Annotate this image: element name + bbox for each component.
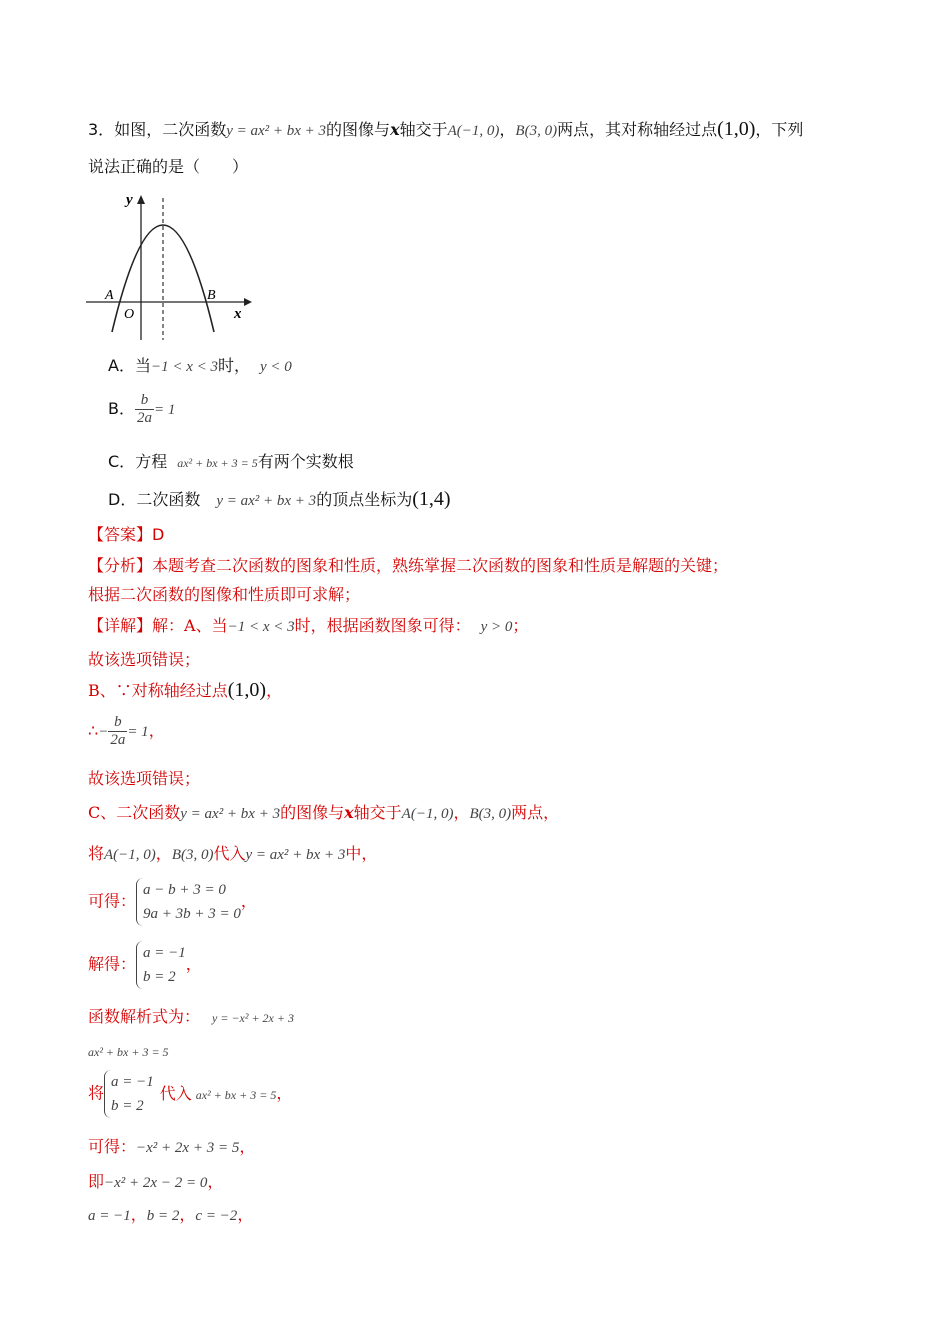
origin-label: O xyxy=(124,307,135,322)
formula: y = −x² + 2x + 3 xyxy=(212,1011,294,1025)
system-equation: a = −1 xyxy=(143,945,186,961)
answer-label: 【答案】 xyxy=(88,525,153,544)
coefficient-c: c = −2 xyxy=(195,1208,238,1224)
point-b: B(3, 0) xyxy=(171,847,214,863)
detail-text: 中， xyxy=(345,844,378,863)
fraction xyxy=(135,392,154,427)
system-equation: a = −1 xyxy=(111,1074,154,1090)
separator: ， xyxy=(155,844,172,863)
simplified-line xyxy=(88,1171,223,1194)
option-label: B． xyxy=(108,399,135,418)
question-line-2: 说法正确的是（ ） xyxy=(88,157,249,176)
system-brace xyxy=(136,941,186,989)
separator: ， xyxy=(499,120,516,139)
therefore-symbol: ∴ xyxy=(88,721,99,740)
coefficient-a: a = −1 xyxy=(88,1208,131,1224)
x-axis-arrow xyxy=(244,298,252,306)
system-equation: b = 2 xyxy=(143,969,176,985)
detail-text: 即 xyxy=(88,1172,105,1191)
option-c xyxy=(108,451,354,474)
formula: y = ax² + bx + 3 xyxy=(180,806,281,822)
point-b: B(3, 0) xyxy=(469,806,512,822)
analysis-label: 【分析】 xyxy=(88,556,153,575)
point-a: A(−1, 0) xyxy=(401,806,454,822)
detail-text: C、二次函数 xyxy=(88,803,181,822)
system-brace xyxy=(136,878,241,926)
question-line-1 xyxy=(88,118,803,142)
system-equation: a − b + 3 = 0 xyxy=(143,882,226,898)
detail-text: 两点， xyxy=(511,803,560,822)
axis-point: (1,0) xyxy=(717,118,756,140)
y-axis-arrow xyxy=(137,195,145,204)
point-b-label: B xyxy=(207,288,216,303)
equation: −x² + 2x − 2 = 0 xyxy=(104,1175,208,1191)
option-d xyxy=(108,488,451,512)
point-a: A(−1, 0) xyxy=(104,847,156,863)
detail-text: 将 xyxy=(88,1083,105,1103)
y-axis-label: y xyxy=(126,192,133,208)
question-number: 3． xyxy=(88,120,115,139)
detail-text: 代入 xyxy=(159,1083,192,1103)
minus-sign: − xyxy=(98,724,109,740)
parabola-graph xyxy=(84,190,254,345)
detail-text: 解：A、当 xyxy=(152,616,228,635)
separator: ， xyxy=(130,1205,147,1224)
detail-text: 时，根据函数图象可得： xyxy=(294,616,471,635)
option-text: 的顶点坐标为 xyxy=(316,490,413,509)
system-equation: 9a + 3b + 3 = 0 xyxy=(143,906,241,922)
equation: −x² + 2x + 3 = 5 xyxy=(136,1140,240,1156)
analysis-text: 本题考查二次函数的图象和性质，熟练掌握二次函数的图象和性质是解题的关键； xyxy=(152,556,729,575)
option-text: 当 xyxy=(134,356,151,375)
equation-system-1 xyxy=(88,878,257,926)
detail-b-formula xyxy=(88,714,165,749)
equation: ax² + bx + 3 = 5 xyxy=(195,1087,277,1102)
option-label: D． xyxy=(108,490,137,509)
detail-line-1 xyxy=(88,615,528,638)
answer-line xyxy=(88,524,164,546)
detail-text: 代入 xyxy=(213,844,246,863)
equation: ax² + bx + 3 = 5 xyxy=(177,456,258,470)
detail-text: ， xyxy=(207,1172,224,1191)
separator: ， xyxy=(453,803,470,822)
detail-text: ， xyxy=(239,1137,256,1156)
coefficients-line xyxy=(88,1204,253,1227)
question-text: 轴交于 xyxy=(399,120,448,139)
equation: = 1 xyxy=(127,724,149,740)
answer-value: D xyxy=(152,525,165,544)
option-text: 方程 xyxy=(135,452,168,471)
function-expression-line xyxy=(88,1006,294,1029)
numerator: b xyxy=(108,714,127,732)
fraction xyxy=(108,714,127,749)
x-variable: x xyxy=(390,120,400,139)
plug-in-line xyxy=(88,1070,292,1118)
inequality: y > 0 xyxy=(480,619,513,635)
detail-text: 轴交于 xyxy=(353,803,402,822)
formula: y = ax² + bx + 3 xyxy=(245,847,346,863)
system-brace xyxy=(104,1070,154,1118)
denominator: 2a xyxy=(110,732,126,748)
inequality: −1 < x < 3 xyxy=(150,359,218,375)
detail-text: 函数解析式为： xyxy=(88,1007,201,1026)
detail-text: 将 xyxy=(88,844,105,863)
detail-text: ， xyxy=(240,891,257,911)
detail-substitute-line xyxy=(88,843,377,866)
detail-text: ， xyxy=(148,721,165,740)
detail-text: ， xyxy=(276,1083,293,1103)
point-a: A(−1, 0) xyxy=(447,123,500,139)
result-line xyxy=(88,1136,255,1159)
option-label: A． xyxy=(108,356,135,375)
detail-c-line xyxy=(88,802,559,825)
inequality: −1 < x < 3 xyxy=(227,619,295,635)
detail-label: 【详解】 xyxy=(88,616,153,635)
equation-system-2 xyxy=(88,941,202,989)
option-text: 有两个实数根 xyxy=(257,452,354,471)
equation: = 1 xyxy=(153,402,176,418)
x-axis-label: x xyxy=(234,306,242,322)
detail-text: ， xyxy=(185,954,202,974)
detail-text: 解得： xyxy=(88,954,137,974)
option-a xyxy=(108,355,292,378)
system-equation: b = 2 xyxy=(111,1098,144,1114)
coefficient-b: b = 2 xyxy=(146,1208,180,1224)
denominator: 2a xyxy=(136,410,152,426)
numerator: b xyxy=(135,392,154,410)
detail-text: 可得： xyxy=(88,891,137,911)
option-text: 时， xyxy=(218,356,251,375)
axis-point: (1,0) xyxy=(227,679,267,701)
analysis-line xyxy=(88,555,728,577)
detail-text: 的图像与 xyxy=(280,803,345,822)
equation-line xyxy=(88,1040,169,1063)
x-variable: x xyxy=(344,803,354,822)
formula: y = ax² + bx + 3 xyxy=(226,123,327,139)
detail-text: ； xyxy=(512,616,529,635)
detail-wrong-2: 故该选项错误； xyxy=(88,769,201,788)
option-b xyxy=(108,392,175,427)
option-label: C． xyxy=(108,452,136,471)
formula: y = ax² + bx + 3 xyxy=(216,493,317,509)
point-a-label: A xyxy=(105,288,114,303)
inequality: y < 0 xyxy=(260,359,292,375)
detail-b-line xyxy=(88,679,282,702)
vertex-point: (1,4) xyxy=(412,488,451,510)
detail-text: B、∵对称轴经过点 xyxy=(88,681,228,700)
analysis-line-2: 根据二次函数的图像和性质即可求解； xyxy=(88,585,361,604)
question-text: 的图像与 xyxy=(326,120,391,139)
point-b: B(3, 0) xyxy=(515,123,558,139)
question-text: 如图，二次函数 xyxy=(114,120,227,139)
question-text: ，下列 xyxy=(755,120,804,139)
detail-text: 可得： xyxy=(88,1137,137,1156)
detail-wrong-1: 故该选项错误； xyxy=(88,650,201,669)
option-text: 二次函数 xyxy=(136,490,201,509)
separator: ， xyxy=(237,1205,254,1224)
question-text: 两点，其对称轴经过点 xyxy=(557,120,718,139)
separator: ， xyxy=(179,1205,196,1224)
detail-text: ， xyxy=(266,681,283,700)
equation: ax² + bx + 3 = 5 xyxy=(88,1045,169,1059)
